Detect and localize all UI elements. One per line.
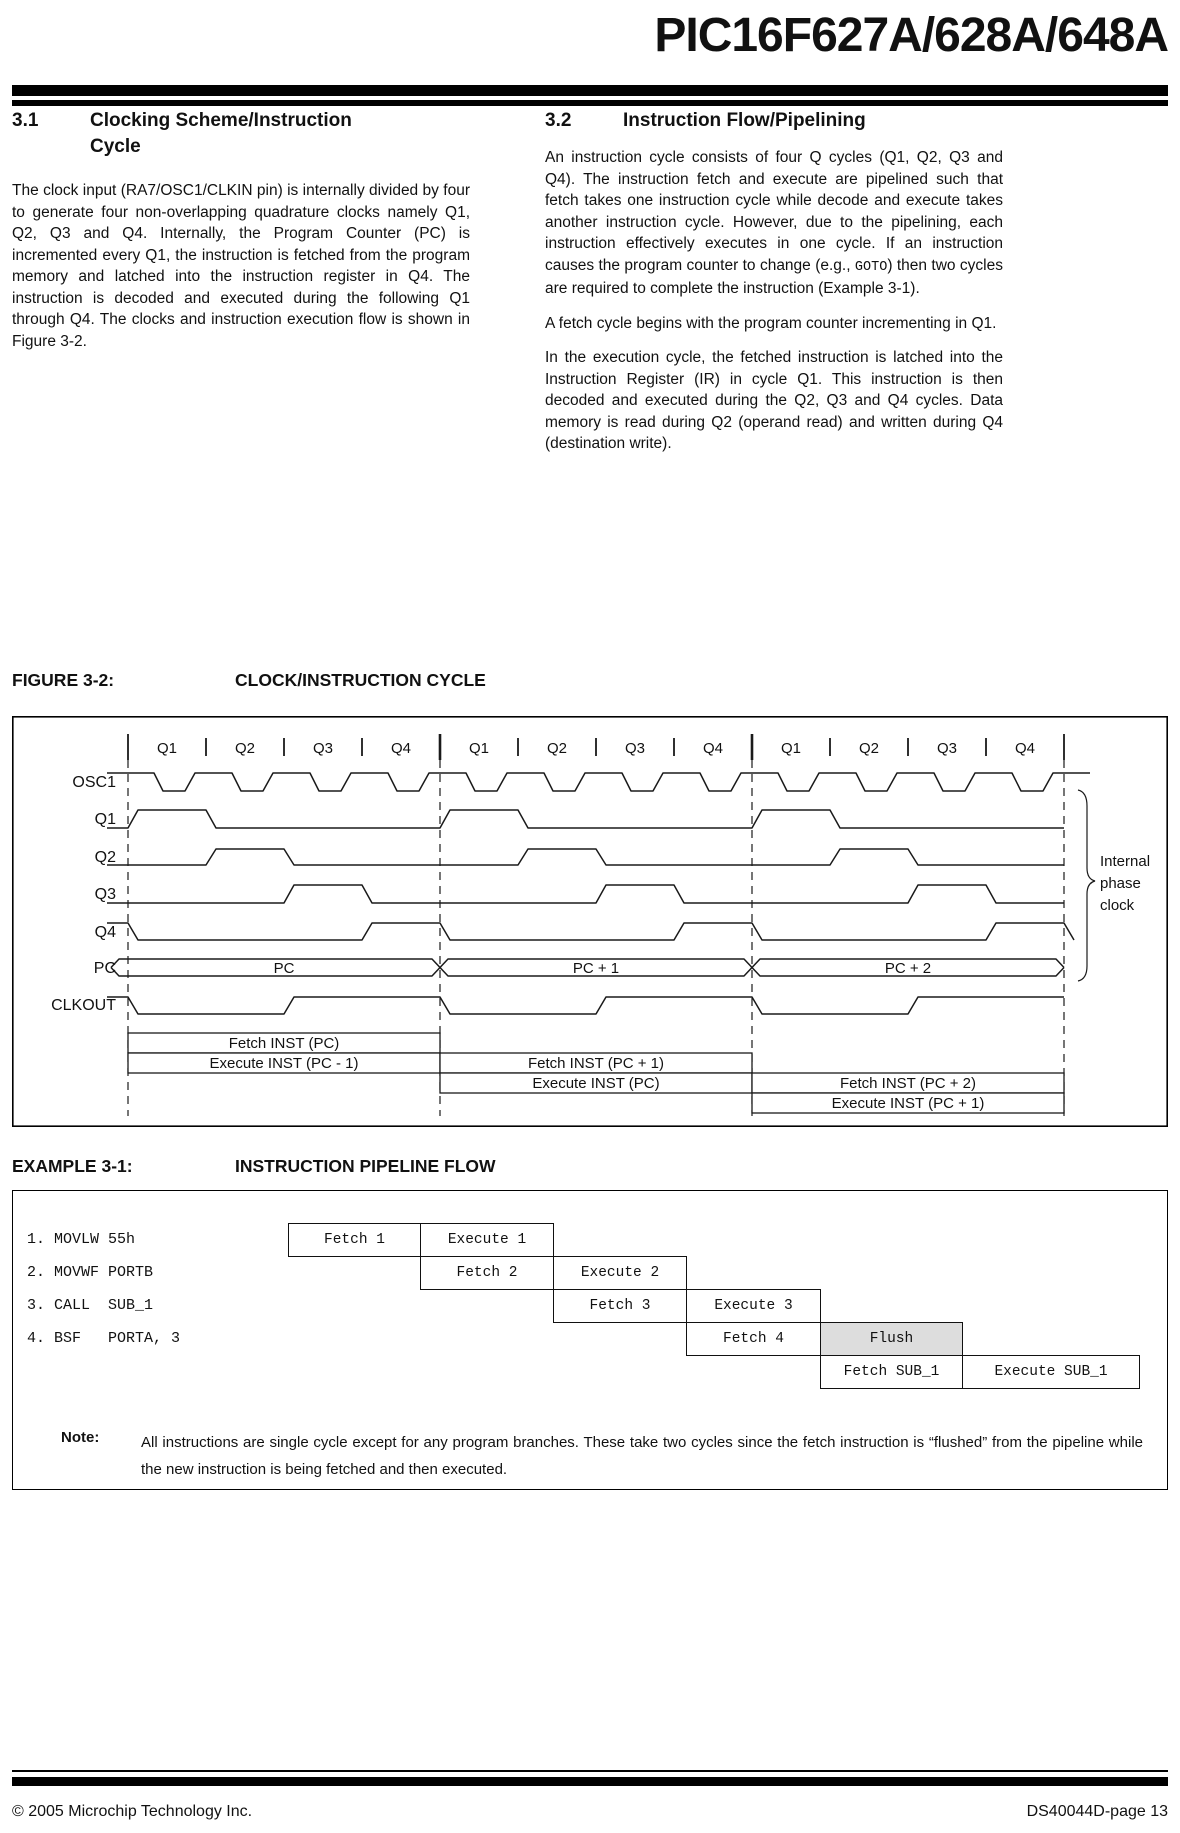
q4-waveform [107, 923, 1074, 940]
q-label: Q2 [858, 740, 880, 757]
pipeline-cell-fetch-4: Fetch 4 [686, 1322, 821, 1356]
section-title-line2: Cycle [90, 136, 141, 157]
phase-clock-label-line2: phase [1100, 875, 1141, 892]
q1-waveform [107, 810, 1064, 828]
instruction-line-2: 2. MOVWF PORTB [27, 1264, 154, 1281]
signal-label-q3: Q3 [94, 886, 116, 903]
note-text: All instructions are single cycle except for any program branches. These take two cycles since the fetch instruction is “flushed” from the pipeline while the new instruction is being fetched and then executed. [141, 1434, 1143, 1478]
q-label: Q4 [702, 740, 724, 757]
phase-clock-label-line3: clock [1100, 897, 1135, 914]
figure-label: FIGURE 3-2: [12, 670, 115, 690]
signal-label-q4: Q4 [94, 924, 116, 941]
signal-label-clkout: CLKOUT [51, 997, 116, 1014]
header-rule-thick [12, 85, 1168, 96]
pipeline-cell-execute-2: Execute 2 [553, 1256, 687, 1290]
q-label: Q2 [234, 740, 256, 757]
pipeline-cell-fetch-3: Fetch 3 [553, 1289, 687, 1323]
phase-clock-label [1100, 853, 1150, 914]
clock-instruction-cycle-diagram [12, 716, 1168, 1127]
section-number: 3.1 [12, 110, 39, 131]
instruction-pipeline-flow-box [12, 1190, 1168, 1490]
instruction-line-3: 3. CALL SUB_1 [27, 1297, 154, 1314]
q-label: Q3 [936, 740, 958, 757]
instruction-line-4: 4. BSF PORTA, 3 [27, 1330, 181, 1347]
section-title: Instruction Flow/Pipelining [623, 110, 866, 131]
footer-copyright: © 2005 Microchip Technology Inc. [12, 1803, 253, 1820]
pipeline-cell-execute-sub1: Execute SUB_1 [962, 1355, 1140, 1389]
example-caption [12, 1156, 496, 1177]
execute-inst-pc-minus-1: Execute INST (PC - 1) [209, 1055, 359, 1072]
figure-caption [12, 670, 486, 691]
figure-title: CLOCK/INSTRUCTION CYCLE [235, 670, 486, 690]
q-label: Q1 [156, 740, 178, 757]
footer-rule-thin [12, 1770, 1168, 1772]
section-3-1-heading [12, 108, 470, 160]
execute-inst-pc-plus-1: Execute INST (PC + 1) [831, 1095, 985, 1112]
fetch-inst-pc-plus-1: Fetch INST (PC + 1) [527, 1055, 665, 1072]
pc-value: PC + 1 [572, 960, 620, 977]
phase-clock-label-line1: Internal [1100, 853, 1151, 870]
section-3-2 [545, 108, 1003, 455]
paragraph: The clock input (RA7/OSC1/CLKIN pin) is internally divided by four to generate four non-overlapping quadrature clocks namely Q1, Q2, Q3 and Q4. Internally, the Program Counter (PC) is incremented every Q1, the instruction is fetched from the program memory and latched into the instruction register in Q4. The instruction is decoded and executed during the following Q1 through Q4. The clocks and instruction execution flow is shown in Figure 3-2. [12, 182, 470, 350]
paragraph: A fetch cycle begins with the program counter incrementing in Q1. [545, 314, 997, 332]
q2-waveform [107, 849, 1064, 865]
section-title-line1: Clocking Scheme/Instruction [90, 110, 352, 131]
instruction-line-1: 1. MOVLW 55h [27, 1231, 136, 1248]
q-label: Q3 [312, 740, 334, 757]
signal-label-q2: Q2 [94, 849, 116, 866]
section-title [90, 108, 352, 160]
signal-label-q1: Q1 [94, 811, 116, 828]
section-3-2-heading [545, 108, 1003, 134]
q3-waveform [107, 885, 1064, 903]
signal-label-osc1: OSC1 [72, 774, 116, 791]
footer-rule-thick [12, 1777, 1168, 1786]
q-label: Q4 [1014, 740, 1036, 757]
pipeline-cell-fetch-1: Fetch 1 [288, 1223, 421, 1257]
pipeline-cell-execute-3: Execute 3 [686, 1289, 821, 1323]
header-rule-thin [12, 100, 1168, 106]
q-label: Q2 [546, 740, 568, 757]
inline-code: GOTO [854, 259, 888, 275]
q-label: Q1 [780, 740, 802, 757]
quarter-ticks [128, 734, 1064, 760]
section-3-1 [12, 108, 470, 352]
paragraph [545, 147, 1003, 300]
clkout-waveform [107, 997, 1064, 1014]
execute-inst-pc: Execute INST (PC) [532, 1075, 660, 1092]
q-label: Q3 [624, 740, 646, 757]
paragraph-text: An instruction cycle consists of four Q cycles (Q1, Q2, Q3 and Q4). The instruction fetch and execute are pipelined such that fetch takes one instruction cycle while decode and execute takes another instruction cycle. However, due to the pipelining, each instruction effectively executes in one cycle. If an instruction causes the program counter to change (e.g., [545, 149, 1003, 274]
pipeline-cell-fetch-sub1: Fetch SUB_1 [820, 1355, 963, 1389]
signal-label-pc: PC [93, 960, 116, 977]
phase-clock-brace [1078, 790, 1095, 981]
pc-value: PC + 2 [884, 960, 932, 977]
q-label: Q4 [390, 740, 412, 757]
pipeline-cell-execute-1: Execute 1 [420, 1223, 554, 1257]
paragraph-text: ) then two cycles are required to complete the instruction (Example 3-1). [545, 256, 1003, 297]
pc-value: PC [273, 960, 295, 977]
page-title: PIC16F627A/628A/648A [654, 9, 1168, 62]
pipeline-cell-fetch-2: Fetch 2 [420, 1256, 554, 1290]
example-title: INSTRUCTION PIPELINE FLOW [235, 1156, 496, 1176]
fetch-inst-pc-plus-2: Fetch INST (PC + 2) [839, 1075, 977, 1092]
footer-page-number: DS40044D-page 13 [1026, 1803, 1168, 1820]
osc1-waveform [107, 773, 1090, 791]
fetch-inst-pc: Fetch INST (PC) [228, 1035, 340, 1052]
section-number: 3.2 [545, 110, 572, 131]
paragraph: In the execution cycle, the fetched instruction is latched into the Instruction Register (IR) in cycle Q1. This instruction is then decoded and executed during the Q2, Q3 and Q4 cycles. Data memory is read during Q2 (operand read) and written during Q4 (destination write). [545, 349, 1003, 452]
note-label: Note: [61, 1429, 100, 1446]
q-label: Q1 [468, 740, 490, 757]
example-label: EXAMPLE 3-1: [12, 1156, 133, 1176]
pc-values [274, 960, 932, 977]
signal-labels [51, 774, 116, 1014]
pipeline-cell-flush: Flush [820, 1322, 963, 1356]
